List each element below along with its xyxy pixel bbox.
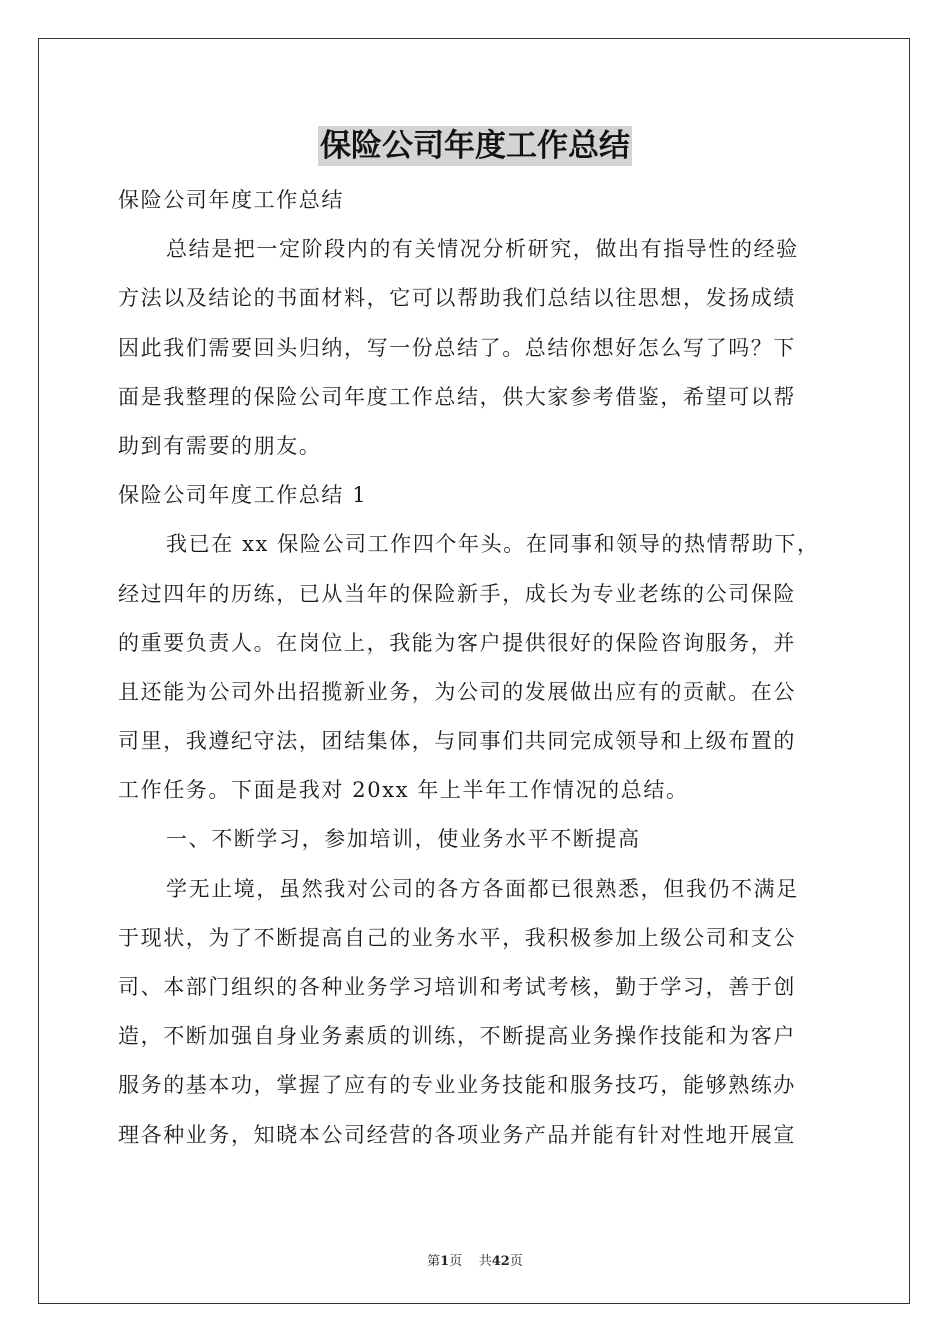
body-line: 因此我们需要回头归纳，写一份总结了。总结你想好怎么写了吗？下 [118, 335, 796, 360]
body-line: 且还能为公司外出招揽新业务，为公司的发展做出应有的贡献。在公 [118, 679, 796, 704]
footer-page-number: 1 [440, 1254, 450, 1269]
body-line: 总结是把一定阶段内的有关情况分析研究，做出有指导性的经验 [166, 237, 799, 262]
body-line: 学无止境，虽然我对公司的各方各面都已很熟悉，但我仍不满足 [166, 876, 799, 901]
footer-total-prefix: 共 [478, 1254, 492, 1269]
title-wrap [0, 126, 950, 166]
section-heading: 保险公司年度工作总结 1 [118, 483, 368, 508]
body-line: 理各种业务，知晓本公司经营的各项业务产品并能有针对性地开展宣 [118, 1122, 796, 1147]
subsection-heading: 一、不断学习，参加培训，使业务水平不断提高 [166, 827, 641, 852]
footer-total-pages: 42 [491, 1254, 510, 1269]
page-footer [0, 1250, 950, 1269]
document-title: 保险公司年度工作总结 [320, 128, 630, 164]
body-line: 保险公司年度工作总结 [118, 188, 344, 212]
body-line: 助到有需要的朋友。 [118, 433, 322, 458]
body-line: 我已在 xx 保险公司工作四个年头。在同事和领导的热情帮助下， [166, 532, 820, 557]
document-body [118, 176, 842, 1160]
body-line: 方法以及结论的书面材料，它可以帮助我们总结以往思想，发扬成绩 [118, 286, 796, 311]
body-line: 的重要负责人。在岗位上，我能为客户提供很好的保险咨询服务，并 [118, 630, 796, 655]
body-line: 司、本部门组织的各种业务学习培训和考试考核，勤于学习，善于创 [118, 975, 796, 999]
footer-total-suffix: 页 [509, 1254, 523, 1269]
body-line: 服务的基本功，掌握了应有的专业业务技能和服务技巧，能够熟练办 [118, 1073, 796, 1098]
body-line: 司里，我遵纪守法，团结集体，与同事们共同完成领导和上级布置的 [118, 729, 796, 754]
body-line: 工作任务。下面是我对 20xx 年上半年工作情况的总结。 [118, 778, 689, 803]
footer-page-suffix: 页 [449, 1254, 463, 1269]
body-line: 于现状，为了不断提高自己的业务水平，我积极参加上级公司和支公 [118, 925, 796, 950]
body-line: 造，不断加强自身业务素质的训练，不断提高业务操作技能和为客户 [118, 1024, 796, 1049]
footer-page-prefix: 第 [427, 1254, 441, 1269]
body-line: 面是我整理的保险公司年度工作总结，供大家参考借鉴，希望可以帮 [118, 384, 796, 409]
body-line: 经过四年的历练，已从当年的保险新手，成长为专业老练的公司保险 [118, 581, 796, 606]
